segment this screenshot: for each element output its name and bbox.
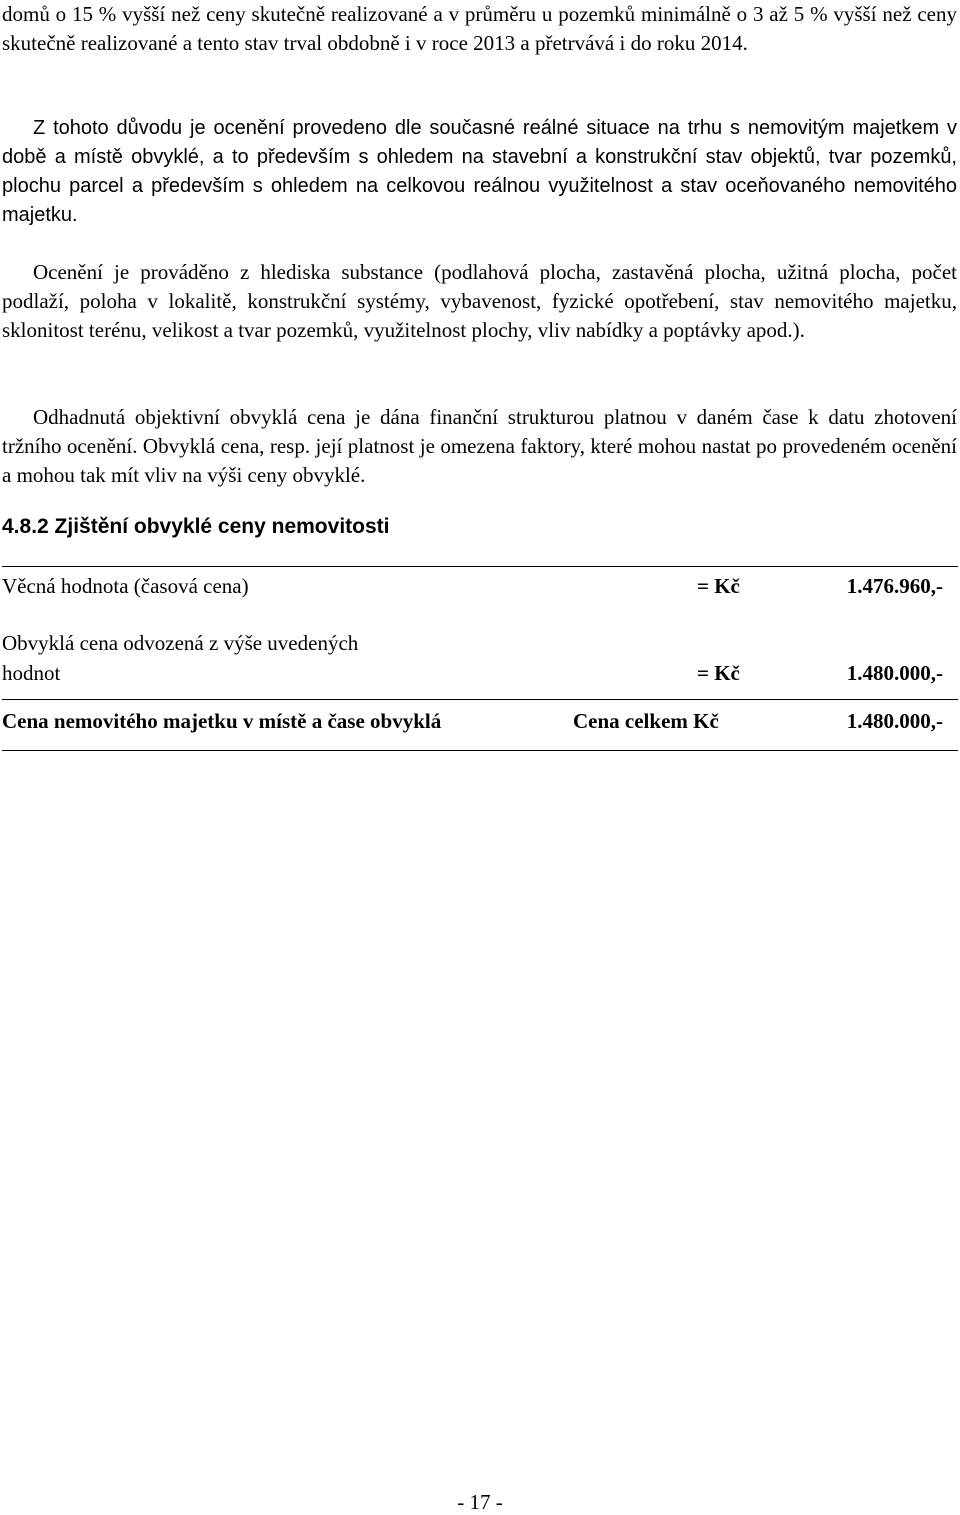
total-top-rule bbox=[2, 699, 958, 700]
row-label-continued: hodnot bbox=[2, 661, 61, 685]
row-label: Obvyklá cena odvozená z výše uvedených bbox=[2, 631, 359, 655]
paragraph-continued: domů o 15 % vyšší než ceny skutečně realizované a v průměru u pozemků minimálně o 3 až 5 % vyšší než ceny skutečně realizované a tento stav trval obdobně i v roce 2013 a přetrvává i do roku 2014. bbox=[2, 2, 957, 55]
total-value: 1.480.000,- bbox=[846, 709, 943, 733]
row-currency: = Kč bbox=[697, 661, 740, 685]
total-currency: Cena celkem Kč bbox=[573, 709, 719, 733]
row-value: 1.480.000,- bbox=[846, 661, 943, 685]
total-bottom-rule bbox=[2, 750, 958, 751]
total-label: Cena nemovitého majetku v místě a čase obvyklá bbox=[2, 709, 442, 733]
row-currency: = Kč bbox=[697, 574, 740, 598]
section-heading: 4.8.2 Zjištění obvyklé ceny nemovitosti bbox=[2, 515, 390, 538]
page-number: - 17 - bbox=[457, 1490, 503, 1514]
paragraph-estimate: Odhadnutá objektivní obvyklá cena je dána finanční strukturou platnou v daném čase k datu zhotovení tržního ocenění. Obvyklá cena, resp. její platnost je omezena faktory, které mohou nastat po provedeném ocenění a mohou tak mít vliv na výši ceny obvyklé. bbox=[2, 405, 957, 487]
table-top-rule bbox=[2, 566, 958, 567]
row-value: 1.476.960,- bbox=[846, 574, 943, 598]
paragraph-reasoning: Z tohoto důvodu je ocenění provedeno dle současné reálné situace na trhu s nemovitým majetkem v době a místě obvyklé, a to především s ohledem na stavební a konstrukční stav objektů, tvar pozemků, plochu parcel a především s ohledem na celkovou reálnou využitelnost a stav oceňovaného nemovitého majetku. bbox=[2, 117, 957, 226]
paragraph-substance: Ocenění je prováděno z hlediska substance (podlahová plocha, zastavěná plocha, užitná plocha, počet podlaží, poloha v lokalitě, konstrukční systémy, vybavenost, fyzické opotřebení, stav nemovitého majetku, sklonitost terénu, velikost a tvar pozemků, využitelnost plochy, vliv nabídky a poptávky apod.). bbox=[2, 260, 957, 342]
row-label: Věcná hodnota (časová cena) bbox=[2, 574, 249, 598]
